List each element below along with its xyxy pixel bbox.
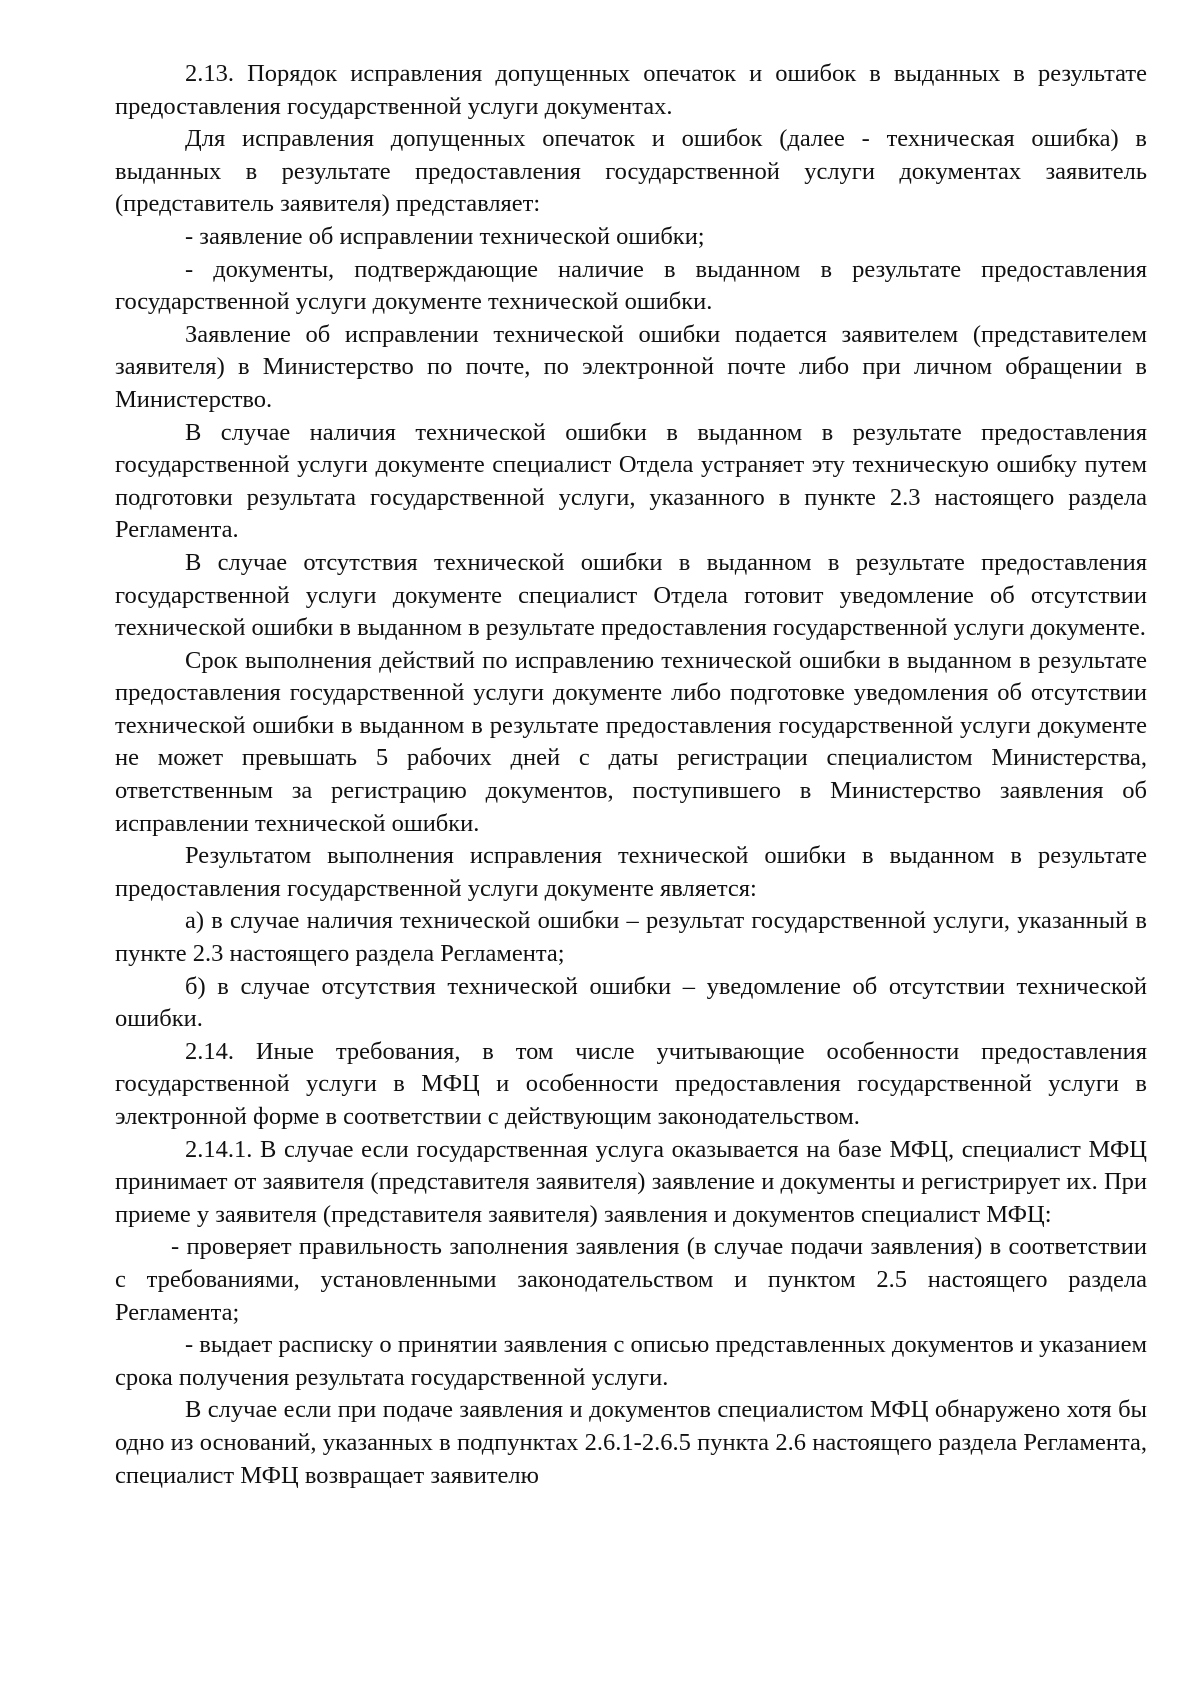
list-item-checks-application: - проверяет правильность заполнения заявления (в случае подачи заявления) в соответствии с требованиями, установленными законодательством и пунктом 2.5 настоящего раздела Регламента; bbox=[115, 1233, 1147, 1326]
paragraph-correction-intro: Для исправления допущенных опечаток и ошибок (далее - техническая ошибка) в выданных в результате предоставления государственной услуги документах заявитель (представитель заявителя) представляет: bbox=[115, 125, 1147, 218]
paragraph-2-13-heading: 2.13. Порядок исправления допущенных опечаток и ошибок в выданных в результате предоставления государственной услуги документах. bbox=[115, 60, 1147, 120]
paragraph-deadline: Срок выполнения действий по исправлению технической ошибки в выданном в результате предоставления государственной услуги документе либо подготовке уведомления об отсутствии технической ошибки в выданном в результате предоставления государственной услуги документе не может превышать 5 рабочих дней с даты регистрации специалистом Министерства, ответственным за регистрацию документов, поступившего в Министерство заявления об исправлении технической ошибки. bbox=[115, 646, 1147, 837]
list-item-application: - заявление об исправлении технической ошибки; bbox=[185, 222, 705, 250]
list-item-issues-receipt: - выдает расписку о принятии заявления с описью представленных документов и указанием срока получения результата государственной услуги. bbox=[115, 1331, 1147, 1391]
list-item-result-b: б) в случае отсутствия технической ошибки – уведомление об отсутствии технической ошибки. bbox=[115, 972, 1147, 1033]
list-item-documents: - документы, подтверждающие наличие в выданном в результате предоставления государственной услуги документе технической ошибки. bbox=[115, 255, 1147, 316]
paragraph-mfc-return: В случае если при подаче заявления и документов специалистом МФЦ обнаружено хотя бы одно из оснований, указанных в подпунктах 2.6.1-2.6.5 пункта 2.6 настоящего раздела Регламента, специалист МФЦ возвращает заявителю bbox=[115, 1396, 1147, 1489]
paragraph-error-present: В случае наличия технической ошибки в выданном в результате предоставления государственной услуги документе специалист Отдела устраняет эту техническую ошибку путем подготовки результата государственной услуги, указанного в пункте 2.3 настоящего раздела Регламента. bbox=[115, 418, 1147, 544]
paragraph-application-submission: Заявление об исправлении технической ошибки подается заявителем (представителем заявителя) в Министерство по почте, по электронной почте либо при личном обращении в Министерство. bbox=[115, 320, 1147, 413]
list-item-result-a: а) в случае наличия технической ошибки – результат государственной услуги, указанный в пункте 2.3 настоящего раздела Регламента; bbox=[115, 907, 1147, 968]
document-page bbox=[115, 58, 1147, 1492]
paragraph-2-14-heading: 2.14. Иные требования, в том числе учитывающие особенности предоставления государственной услуги в МФЦ и особенности предоставления государственной услуги в электронной форме в соответствии с действующим законодательством. bbox=[115, 1037, 1147, 1130]
paragraph-error-absent: В случае отсутствия технической ошибки в выданном в результате предоставления государственной услуги документе специалист Отдела готовит уведомление об отсутствии технической ошибки в выданном в результате предоставления государственной услуги документе. bbox=[115, 548, 1147, 642]
paragraph-2-14-1: 2.14.1. В случае если государственная услуга оказывается на базе МФЦ, специалист МФЦ принимает от заявителя (представителя заявителя) заявление и документы и регистрирует их. При приеме у заявителя (представителя заявителя) заявления и документов специалист МФЦ: bbox=[115, 1135, 1147, 1228]
paragraph-result-intro: Результатом выполнения исправления технической ошибки в выданном в результате предоставления государственной услуги документе является: bbox=[115, 842, 1147, 902]
